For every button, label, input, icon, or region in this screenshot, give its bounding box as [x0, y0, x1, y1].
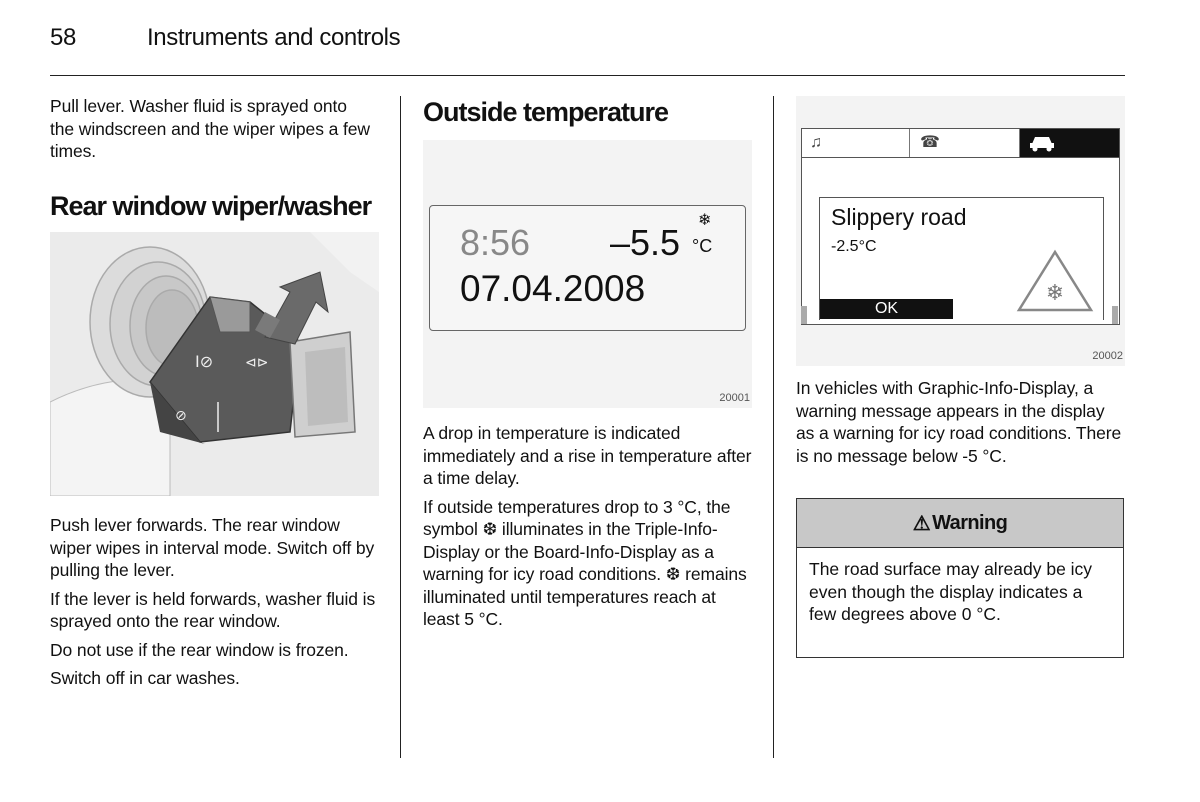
paragraph: If outside temperatures drop to 3 °C, the symbol ❆ illuminates in the Triple-Info-Display or the Board-Info-Display as a warning for icy road conditions. ❆ remains illuminated until temperatures reach at least 5 °C. — [423, 496, 747, 629]
figure-number: 20001 — [719, 392, 750, 404]
page-number: 58 — [50, 24, 77, 51]
music-tab-icon: ♫ — [802, 129, 910, 157]
column-3-body — [796, 377, 1131, 473]
message-value: -2.5°C — [831, 238, 877, 255]
column-divider-1 — [400, 96, 401, 758]
temperature-display-figure — [423, 140, 752, 408]
page-header-title: Instruments and controls — [147, 24, 401, 51]
phone-tab-icon: ☎ — [910, 129, 1020, 157]
snowflake-icon: ❄ — [698, 212, 712, 229]
warning-triangle-icon: ⚠ — [912, 512, 931, 535]
display-temperature-unit: °C — [692, 236, 713, 256]
display-time: 8:56 — [460, 222, 531, 263]
column-1-body — [50, 514, 385, 696]
column-divider-2 — [773, 96, 774, 758]
display-tab-bar — [802, 129, 1119, 158]
paragraph: In vehicles with Graphic-Info-Display, a warning message appears in the display as a warning for icy road conditions. There is no message below -5 °C. — [796, 378, 1122, 466]
intro-text: Pull lever. Washer fluid is sprayed onto the windscreen and the wiper wipes a few times. — [50, 96, 370, 161]
paragraph: If the lever is held forwards, washer fluid is sprayed onto the rear window. — [50, 588, 376, 631]
graphic-display-screen — [801, 128, 1120, 325]
screen-edge-right — [1112, 306, 1118, 324]
svg-text:❄: ❄ — [1045, 281, 1065, 306]
graphic-info-display-figure — [796, 96, 1125, 366]
figure-number: 20002 — [1092, 350, 1123, 362]
warning-header — [797, 499, 1123, 548]
warning-box — [796, 498, 1124, 658]
paragraph: A drop in temperature is indicated immediately and a rise in temperature after a time delay. — [423, 423, 752, 488]
column-1 — [50, 95, 385, 169]
car-tab-icon — [1020, 129, 1119, 157]
paragraph: Do not use if the rear window is frozen. — [50, 639, 349, 660]
message-title: Slippery road — [831, 204, 967, 230]
display-temperature: –5.5 — [610, 222, 681, 263]
svg-text:⊘: ⊘ — [175, 408, 187, 424]
wiper-lever-drawing — [50, 232, 379, 496]
display-date: 07.04.2008 — [460, 268, 646, 309]
warning-text: The road surface may already be icy even though the display indicates a few degrees above 0 °C. — [809, 559, 1093, 624]
car-icon — [1028, 134, 1056, 152]
warning-title: Warning — [932, 511, 1008, 534]
wiper-lever-illustration — [50, 232, 379, 496]
info-display-lcd — [429, 205, 746, 331]
section-heading-outside-temperature: Outside temperature — [423, 97, 669, 127]
svg-text:⊲⊳: ⊲⊳ — [245, 355, 269, 371]
paragraph: Switch off in car washes. — [50, 668, 240, 688]
message-panel — [819, 197, 1104, 320]
svg-text:I⊘: I⊘ — [195, 352, 214, 371]
column-2-body — [423, 422, 758, 637]
section-heading-rear-wiper: Rear window wiper/washer — [50, 191, 372, 221]
warning-triangle-snowflake-icon — [1015, 248, 1095, 314]
header-rule — [50, 75, 1125, 76]
paragraph: Push lever forwards. The rear window wiper wipes in interval mode. Switch off by pulling the lever. — [50, 515, 375, 580]
ok-button[interactable]: OK — [820, 299, 953, 319]
screen-edge-left — [801, 306, 807, 324]
